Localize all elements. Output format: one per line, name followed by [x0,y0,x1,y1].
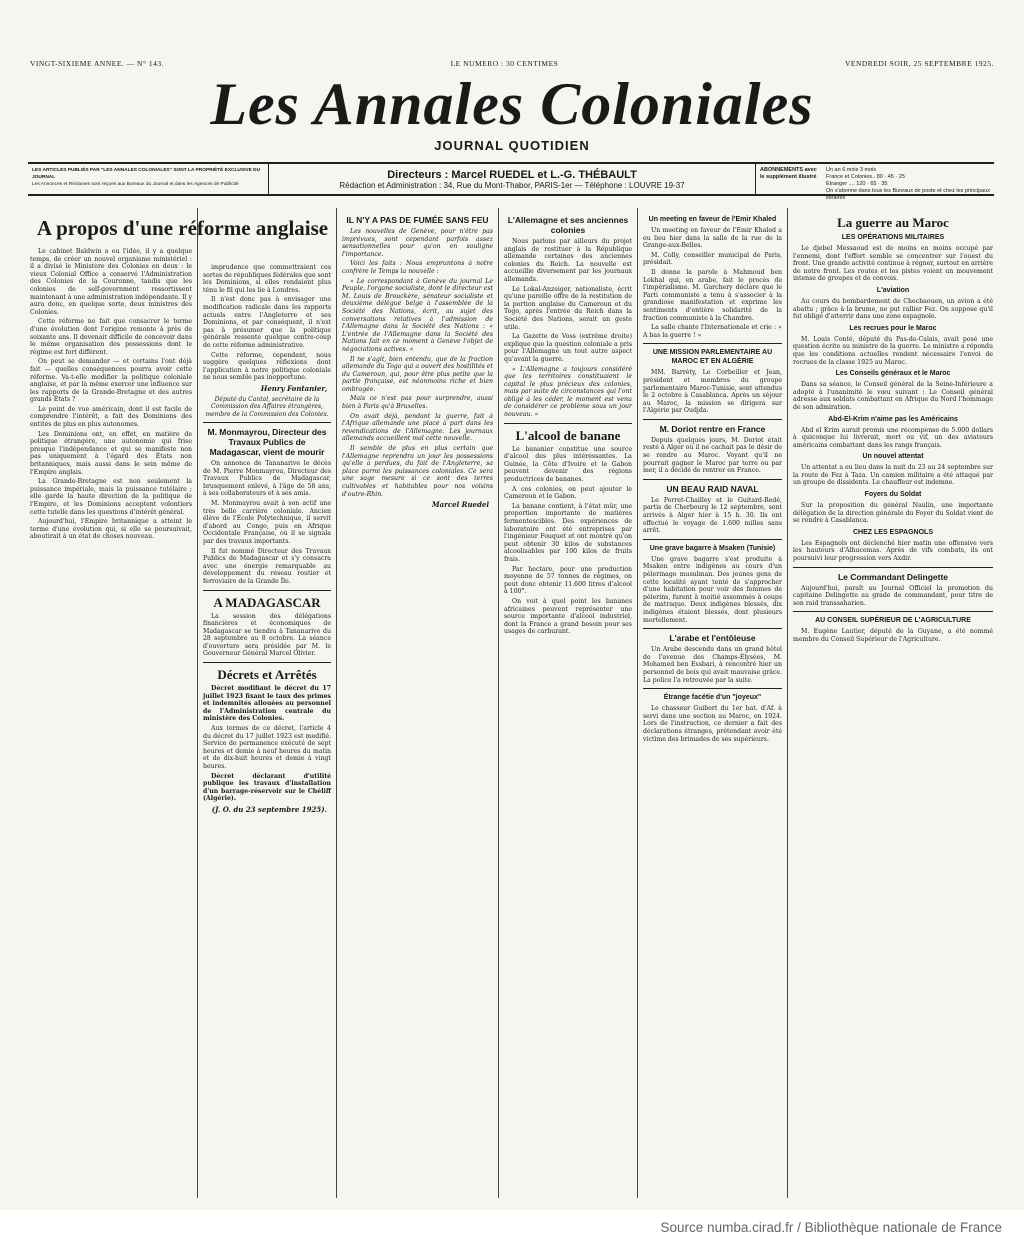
divider [793,611,993,612]
article-paragraph: La Gazette de Voss (extrême droite) explique que la question coloniale a pris pour l'Allemagne un tout autre aspect qu'avant la guerre. [504,333,632,363]
column-3 [342,212,493,1197]
article-headline: IL N'Y A PAS DE FUMÉE SANS FEU [346,215,489,225]
article-paragraph: M. Eugène Lautier, député de la Guyane, a été nommé membre du Conseil Supérieur de l'Agriculture. [793,628,993,643]
edition-number: VINGT-SIXIEME ANNEE. — N° 143. [30,58,164,68]
issue-date: VENDREDI SOIR, 25 SEPTEMBRE 1925. [844,58,994,68]
directors-line: Directeurs : Marcel RUEDEL et L.-G. THÉBAULT [387,168,637,181]
rates-note: On s'abonne dans tous les Bureaux de poste et chez les principaux libraires [826,188,991,201]
article-paragraph: Depuis quelques jours, M. Doriot était resté à Alger où il ne cachait pas le désir de se rendre au Maroc. Voyant qu'il ne pourrait gagner le Maroc par terre ou par mer, il a décidé de rentrer en France. [643,436,782,475]
masthead-info-bar [28,162,994,201]
divider [203,422,331,423]
article-paragraph: Aujourd'hui, l'Empire britannique a atteint le terme d'une évolution qui, si elle se poursuivait, aboutirait à un état de choses nouveau. [30,518,192,541]
section-subheading: Abd-El-Krim n'aime pas les Américains [828,415,958,423]
article-headline: AU CONSEIL SUPÉRIEUR DE L'AGRICULTURE [815,617,971,625]
article-paragraph: Décret déclarant d'utilité publique les travaux d'installation d'un barrage-réservoir sur le Chéliff (Algérie). [203,772,331,803]
article-paragraph: La banane contient, à l'état mûr, une proportion importante de matières fermentescibles. Des expériences de laboratoire ont été entreprises par l'ingénieur Fouquet et ont montré qu'on peut obtenir 30 kilos de substances alcoolisables par 100 kilos de fruits frais. [504,502,632,563]
article-paragraph: Une grave bagarre s'est produite à Msaken entre indigènes au cours d'un pèlerinage musulman. Des jeunes gens de cette localité ayant tenté de s'approcher d'une habitation pour voir des femmes de pèlerins, furent à moitié assommés à coups de matraque. Deux indigènes blessés, dix indigènes étaient blessés, dont plusieurs mortellement. [643,555,782,624]
article-paragraph: Abd el Krim aurait promis une récompense de 5.000 dollars à quiconque lui livrerait, mort ou vif, un des aviateurs américains combattant dans les rangs français. [793,426,993,449]
article-paragraph: Dans sa séance, le Conseil général de la Seine-Inférieure a adopté à l'unanimité le vœu suivant : Le Conseil général adresse aux soldats combattant en Afrique du Nord l'hommage de son admiration. [793,381,993,411]
article-source: (J. O. du 23 septembre 1925). [211,804,327,814]
section-subheading: Les Conseils généraux et le Maroc [835,370,951,378]
article-paragraph: Décret modifiant le décret du 17 juillet 1923 fixant le taux des primes et indemnités allouées au personnel de l'Administration centrale du ministère des Colonies. [203,685,331,723]
article-paragraph: On peut se demander — et certains l'ont déjà fait — quelles conséquences pourra avoir cette réforme. Va-t-elle modifier la politique coloniale anglaise, et par là même exercer une influence sur les rapports de la Grande-Bretagne et des autres grands États ? [30,358,192,404]
signature-role: Député du Cantal, secrétaire de la Commission des Affaires étrangères, membre de la Commission des Colonies. [205,395,329,418]
article-paragraph: Voici les faits : Nous empruntons à notre confrère le Temps la nouvelle : [342,260,493,275]
section-subheading: L'aviation [876,286,910,294]
divider [643,419,782,420]
article-paragraph: « L'Allemagne a toujours considéré que les territoires constituaient le capital le plus précieux des colonies, mais par suite de circonstances qui l'ont obligé à les céder, le moment est venu de considérer ce problème sous un jour nouveau. » [504,365,632,419]
column-rule [498,208,499,1198]
article-paragraph: M. Colly, conseiller municipal de Paris, présidait. [643,251,782,267]
article-paragraph: La Grande-Bretagne est non seulement la puissance impériale, mais la puissance tutélaire ; elle garde la haute direction de la politique de l'Empire, et les Dominions acceptent volontiers cette tutelle dans les questions d'intérêt général. [30,478,192,516]
article-signature: Marcel Ruedel [431,500,489,510]
section-subheading: CHEZ LES ESPAGNOLS [853,528,933,536]
article-paragraph: Le chasseur Guibert du 1er bat. d'Af. à servi dans une section au Maroc, en 1924. Lors de l'instruction, ce dernier a fait des déclarations étranges, prétendant avoir été victime des brimades de ses supérieurs. [643,705,782,743]
article-paragraph: Cette réforme, cependant, nous suggère quelques réflexions dont l'application à notre politique coloniale ne nous semble pas inopportune. [203,351,331,382]
article-headline: A MADAGASCAR [213,594,321,610]
advertising-notice: Les Annonces et Réclames sont reçues aux Bureaux du Journal et dans les Agences de Publicité [32,182,239,187]
issue-price: LE NUMERO : 30 CENTIMES [450,58,559,68]
article-headline: L'arabe et l'entôleuse [669,633,756,644]
article-paragraph: Il semble de plus en plus certain que l'Allemagne reprendra un jour les possessions qu'elle a perdues, du fait de l'Angleterre, sa place parmi les puissances coloniales. Ce sera une sage mesure si ce sont des terres cultivables et habitables pour nos voisins d'outre-Rhin. [342,445,493,498]
article-paragraph: La session des délégations financières et économiques de Madagascar se tiendra à Tananarive du 28 septembre au 8 octobre. La séance d'ouverture sera présidée par M. le Gouverneur Général Marcel Olivier. [203,612,331,658]
column-rule [637,208,638,1198]
divider [504,423,632,424]
article-headline: A propos d'une réforme anglaise [36,216,329,240]
article-paragraph: Sur la proposition du général Naulin, une importante délégation de la direction générale du Foyer du Soldat vient de se rendre à Casablanca. [793,502,993,525]
article-paragraph: Les nouvelles de Genève, pour n'être pas imprévues, sont cependant parfois assez sensationnelles pour qu'on en souligne l'importance. [342,228,493,258]
article-paragraph: Il fut nommé Directeur des Travaux Publics de Madagascar et s'y consacra avec une énergie remarquable au développement du réseau routier et ferroviaire de la Grande Île. [203,547,331,585]
divider [643,539,782,540]
section-subheading: LES OPÉRATIONS MILITAIRES [841,234,945,241]
article-paragraph: M. Monmayrou avait à son actif une très belle carrière coloniale. Ancien élève de l'École Polytechnique, il servit d'abord au Congo, puis en Afrique Occidentale Française, où il se signala par des travaux importants. [203,499,331,545]
article-paragraph: imprudence que commettraient ces sortes de républiques fédérales que sont les Dominions, si elles rendaient plus ténu le fil qui les lie à Londres. [203,264,331,294]
article-paragraph: Le point de vue américain, dont il est facile de comprendre l'intérêt, a fait des Dominions des entités de plus en plus autonomes. [30,405,192,429]
column-6 [793,212,993,1197]
article-paragraph: Nous parlons par ailleurs du projet anglais de restituer à la République allemande certaines des anciennes colonies du Reich. La nouvelle est accueillie diversement par les journaux allemands. [504,238,632,283]
subscription-rates [756,164,994,201]
column-5 [643,212,782,1197]
rates-france: France et Colonies.. 80 · 45 · 25 [826,174,905,180]
section-subheading: Un nouvel attentat [862,453,924,461]
article-paragraph: Les Espagnols ont déclenché hier matin une offensive vers les hauteurs d'Alhucemas. Après de vifs combats, ils ont poursuivi leur progression vers Axdir. [793,539,993,563]
publication-notice [28,164,269,194]
column-rule [787,208,788,1198]
divider [643,688,782,689]
article-paragraph: Par hectare, pour une production moyenne de 57 tonnes de régimes, on peut donc obtenir 11.600 litres d'alcool à 100°. [504,565,632,596]
section-subheading: Foyers du Soldat [864,491,922,499]
divider [643,343,782,344]
article-headline: M. Doriot rentre en France [659,423,766,434]
article-paragraph: On annonce de Tananarive le décès de M. Pierre Monmayrou, Directeur des Travaux Publics de Madagascar, brusquement enlevé, à l'âge de 58 ans, à ses collaborateurs et à ses amis. [203,460,331,498]
divider [793,567,993,568]
section-subheading: Les recrues pour le Maroc [849,324,937,332]
masthead-title: Les Annales Coloniales [210,71,814,137]
divider [203,590,331,591]
article-headline: Un meeting en faveur de l'Emir Khaled [648,216,777,223]
article-paragraph: Il donne la parole à Mahmoud ben Lekhal qui, en arabe, fait le procès de l'impérialisme. M. Garchery déclare que le Parti communiste a tenu à s'associer à la grandiose manifestation et exprime les sentiments d'entière solidarité de la fraction communiste à la Chambre. [643,268,782,322]
masthead-subtitle: JOURNAL QUOTIDIEN [434,138,590,153]
rates-etranger: Étranger .... 120 · 65 · 35 [826,181,888,187]
article-paragraph: La salle chante l'Internationale et crie : « A bas la guerre ! » [643,324,782,339]
article-paragraph: Un meeting en faveur de l'Emir Khaled a eu lieu hier dans la salle de la rue de la Grange-aux-Belles. [643,227,782,250]
article-paragraph: M. Louis Conté, député du Pas-de-Calais, avait posé une question écrite au ministre de la guerre. Le ministre a répondu que les conditions actuelles rendent nécessaire l'envoi de recrues de la classe 1925 au Maroc. [793,335,993,366]
article-paragraph: Le bananier constitue une source d'alcool des plus intéressantes. La Guinée, la Côte d'Ivoire et le Gabon peuvent devenir des régions productrices de bananes. [504,445,632,484]
article-signature: Henry Fontanier, [260,383,327,393]
article-headline: Le Commandant Delingette [837,571,949,582]
article-headline: Décrets et Arrêtés [217,667,317,683]
column-rule [197,208,198,1198]
divider [203,662,331,663]
source-attribution: Source numba.cirad.fr / Bibliothèque nationale de France [660,1220,1002,1235]
article-paragraph: Cette réforme ne fait que consacrer le terme d'une évolution dont l'origine remonte à près de soixante ans. Il devenait difficile de concevoir dans le même organisation des possessions dont le régime est fort différent. [30,318,192,356]
article-headline: Étrange facétie d'un "joyeux" [663,694,762,702]
article-paragraph: Il n'est donc pas à envisager une modification radicale dans les rapports actuels entre l'Angleterre et ses Dominions, et par conséquent, il n'est pas à présumer que la politique générale ressente quelque contre-coup de cette réforme administrative. [203,296,331,349]
article-paragraph: Les Dominions ont, en effet, en matière de politique étrangère, une autonomie qui frise presque l'indépendance et qui se manifeste non pas uniquement à l'égard des États non britanniques, mais aussi dans le sein même de l'Empire anglais. [30,430,192,476]
article-headline: L'alcool de banane [515,427,621,443]
article-paragraph: Le Perret-Chailley et le Guitard-Redé, partis de Cherbourg le 12 septembre, sont arrivés à Alger hier à 15 h. 30. Ils ont effectué le voyage de 1.600 milles sans arrêt. [643,496,782,535]
article-headline: UNE MISSION PARLEMENTAIRE AU MAROC ET EN ALGÉRIE [652,349,773,366]
column-2 [203,264,331,1197]
article-paragraph: Aujourd'hui, paraît au Journal Officiel la promotion du capitaine Delingette au grade de commandant, pour titre de son raid transsaharien. [793,584,993,607]
article-paragraph: Un attentat a eu lieu dans la nuit du 23 au 24 septembre sur la route de Fez à Taza. Un camion militaire a été attaqué par un groupe de dissidents. Le chauffeur est indemne. [793,464,993,487]
article-paragraph: « Le correspondant à Genève du journal Le Peuple, l'organe socialiste, dont le directeur est M. Louis de Brouckère, sénateur socialiste et deuxième délégué belge à l'assemblée de la Société des Nations, écrit, au sujet des conversations relatives à l'admission de l'Allemagne dans la Société des Nations : « L'entrée de l'Allemagne dans la Société des Nations fait en ce moment à Genève l'objet de négociations actives. » [342,277,493,353]
article-paragraph: Il ne s'agit, bien entendu, que de la fraction allemande du Togo qui a ouvert des hostilités et du Cameroun, qui, pour être plus petite que la partie française, est néanmoins riche et bien ombragée. [342,355,493,393]
article-headline: UN BEAU RAID NAVAL [666,483,759,494]
column-4 [504,212,632,1197]
editorial-info [269,164,756,194]
article-paragraph: Le Lokal-Anzeiger, nationaliste, écrit qu'une pareille offre de la restitution de la portion anglaise du Cameroun et du Togo, après l'entrée du Reich dans la Société des Nations, serait un geste utile. [504,285,632,331]
article-paragraph: Mais ce n'est pas pour surprendre, aussi bien à Paris qu'à Bruxelles. [342,395,493,411]
column-rule [336,208,337,1198]
article-paragraph: On voit à quel point les bananes africaines peuvent représenter une source importante d'alcool industriel, dont la France a grand besoin pour ses usages de carburant. [504,597,632,636]
article-paragraph: Aux termes de ce décret, l'article 4 du décret du 17 juillet 1923 est modifié. Service de permanence exécuté de sept heures et demie à neuf heures du matin et de dix-huit heures et demie à vingt heures. [203,725,331,770]
article-paragraph: On avait déjà, pendant la guerre, fait à l'Afrique allemande une place à part dans les revendications de l'Allemagne. Les journaux allemands accueillent mal cette nouvelle. [342,412,493,443]
divider [643,628,782,629]
rates-header: Un an 6 mois 3 mois [826,167,877,173]
article-headline: Une grave bagarre à Msaken (Tunisie) [649,544,776,552]
article-paragraph: Un Arabe descendu dans un grand hôtel de l'avenue des Champs-Élysées, M. Mohamed ben Essbari, à rencontré hier un personnel de bois qui avait mauvaise grâce. La police l'a retrouvée par la suite. [643,646,782,684]
subscription-label: ABONNEMENTS avec le supplément illustré [760,167,817,180]
copyright-notice: LES ARTICLES PUBLIÉS PAR "LES ANNALES COLONIALES" SONT LA PROPRIÉTÉ EXCLUSIVE DU JOURNAL [32,168,261,180]
article-headline: La guerre au Maroc [837,215,949,230]
article-headline: L'Allemagne et ses anciennes colonies [507,215,629,235]
article-paragraph: MM. Barrèty, Le Corbeiller et Jean, président et membres du groupe parlementaire Maroc-Tunisie, sont attendus le 2 octobre à Casablanca. Après un séjour au Maroc, la mission se dirigera sur l'Algérie par Oudjda. [643,369,782,415]
article-paragraph: A ces colonies, on peut ajouter le Cameroun et le Gabon. [504,485,632,501]
article-paragraph: Le djebel Messaoud est de moins en moins occupé par l'ennemi, dont l'effort semble se concentrer sur l'ouest du front. Une grande activité continue à régner, surtout en arrière de notre front. Les routes et les pistes voient un mouvement intense de groupes et de convois. [793,245,993,283]
address-line: Rédaction et Administration : 34, Rue du Mont-Thabor, PARIS-1er — Téléphone : LOUVRE 19-37 [339,180,685,190]
article-paragraph: Le cabinet Baldwin a eu l'idée, il y a quelque temps, de créer un nouvel organisme ministériel : il a divisé le Ministère des Colonies en deux : le vieux Colonial Office a conservé l'Administration des Colonies de la Couronne, tandis que les colonies de self-government ressortissent maintenant à une administration indépendante. Il y aura donc, en quelque sorte, deux ministres des Colonies. [30,248,192,316]
article-paragraph: Au cours du bombardement de Chechaouen, un avion a été abattu ; grâce à la brume, ne put rallier Fez. On suppose qu'il fut obligé d'atterrir dans une zone espagnole. [793,297,993,321]
divider [643,479,782,480]
article-headline: M. Monmayrou, Directeur des Travaux Publics de Madagascar, vient de mourir [207,427,327,457]
